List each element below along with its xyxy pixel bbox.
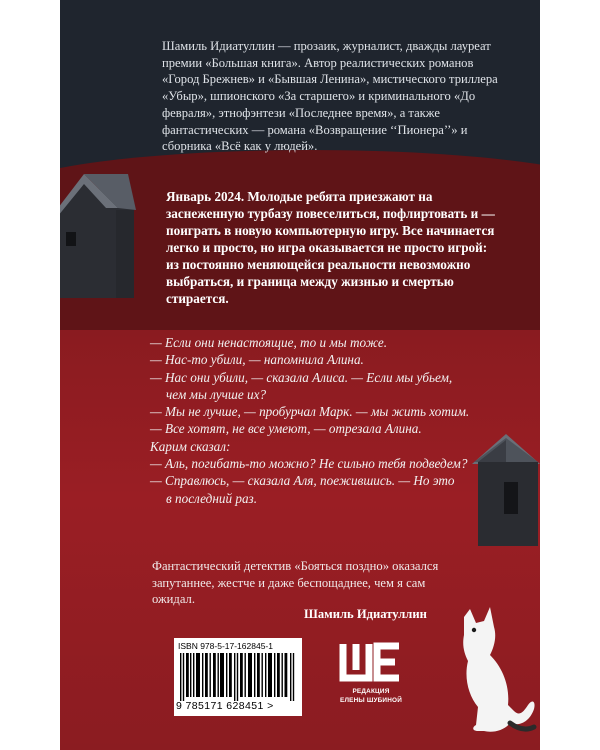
barcode-bars-icon <box>180 653 296 701</box>
excerpt-line: — Все хотят, не все умеют, — отрезала Алина. <box>150 421 422 437</box>
author-bio-text: Шамиль Идиатуллин — прозаик, журналист, дважды лауреат премии «Большая книга». Автор реалистических романов «Город Брежнев» и «Бывшая Ленина», мистического триллера «Убыр», шпионского «За старшего» и криминального «До февраля», этнофэнтези «Последнее время», а также фантастических — романа «Возвращение ‘‘Пионера’’» и сборника «Всё как у людей». <box>162 39 498 154</box>
book-blurb <box>166 188 496 307</box>
excerpt-line: — Нас-то убили, — напомнила Алина. <box>150 352 364 368</box>
excerpt-line: — Справлюсь, — сказала Аля, поежившись. — Но это <box>150 473 455 489</box>
book-blurb-text: Январь 2024. Молодые ребята приезжают на заснеженную турбазу повеселиться, пофлиртовать и — поиграть в новую компьютерную игру. Все начинается легко и просто, но игра оказывается не просто игрой: из постоянно меняющейся реальности невозможно выбраться, и граница между жизнью и смертью стирается. <box>166 189 495 306</box>
excerpt-line: Карим сказал: <box>150 438 231 454</box>
book-back-cover <box>60 0 540 750</box>
author-bio <box>162 38 502 155</box>
excerpt-line: чем мы лучше их? <box>166 386 267 402</box>
author-quote-text: Фантастический детектив «Бояться поздно» оказался запутаннее, жестче и даже беспощаднее, чем я сам ожидал. <box>152 559 439 606</box>
publisher-line-1: РЕДАКЦИЯ <box>352 688 390 695</box>
publisher-logo <box>335 640 407 708</box>
author-quote <box>152 558 452 608</box>
ean-digits: 9 785171 628451 > <box>176 700 274 712</box>
excerpt-line: — Нас они убили, — сказала Алиса. — Если мы убьем, <box>150 369 453 385</box>
white-cat-icon <box>450 603 540 743</box>
excerpt-line: — Аль, погибать-то можно? Не сильно тебя подведем? <box>150 456 468 472</box>
house-left-icon <box>60 170 138 310</box>
book-excerpt <box>150 334 530 507</box>
isbn-label: ISBN 978-5-17-162845-1 <box>178 641 273 651</box>
excerpt-line: — Если они ненастоящие, то и мы тоже. <box>150 335 388 350</box>
isbn-barcode <box>174 638 302 716</box>
excerpt-line: в последний раз. <box>166 490 257 506</box>
publisher-mark-icon <box>335 640 407 684</box>
quote-author-signature: Шамиль Идиатуллин <box>304 607 427 621</box>
publisher-line-2: ЕЛЕНЫ ШУБИНОЙ <box>339 697 403 704</box>
excerpt-line: — Мы не лучше, — пробурчал Марк. — мы жить хотим. <box>150 404 470 420</box>
